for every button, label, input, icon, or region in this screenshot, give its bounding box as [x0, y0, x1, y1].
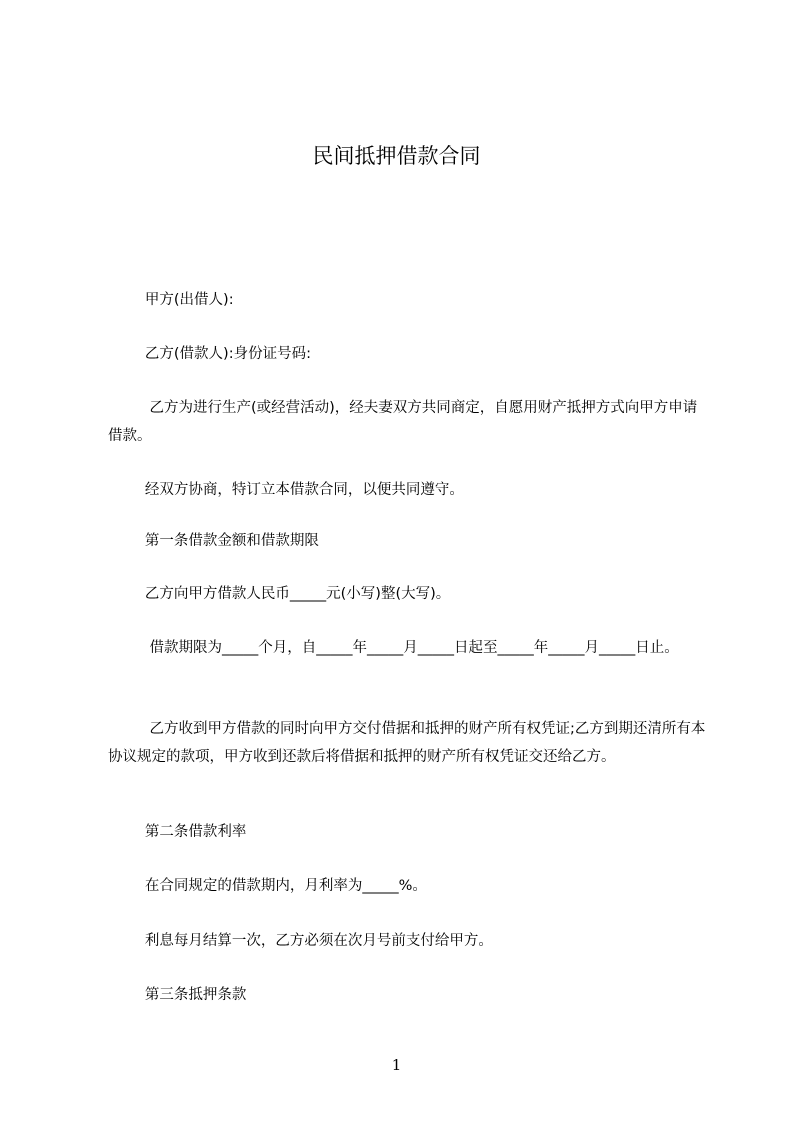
heading-article-3: 第三条抵押条款: [108, 987, 247, 1003]
paragraph-party-b: 乙方(借款人):身份证号码:: [108, 346, 311, 362]
paragraph-collateral-delivery: 乙方收到甲方借款的同时向甲方交付借据和抵押的财产所有权凭证;乙方到期还清所有本协议规定的款项，甲方收到还款后将借据和抵押的财产所有权凭证交还给乙方。: [108, 721, 706, 765]
paragraph-agreement: 经双方协商，特订立本借款合同，以便共同遵守。: [108, 482, 464, 498]
page-number: 1: [391, 1056, 402, 1074]
contract-title: 民间抵押借款合同: [312, 144, 481, 168]
heading-article-2: 第二条借款利率: [108, 824, 247, 840]
paragraph-interest-rate: 在合同规定的借款期内，月利率为_____%。: [108, 878, 427, 894]
paragraph-loan-term: 借款期限为_____个月，自_____年_____月_____日起至_____年_____月_____日止。: [108, 640, 679, 656]
paragraph-loan-amount: 乙方向甲方借款人民币_____元(小写)整(大写)。: [108, 586, 451, 602]
paragraph-party-a: 甲方(出借人):: [108, 292, 234, 308]
paragraph-interest-payment: 利息每月结算一次，乙方必须在次月号前支付给甲方。: [108, 933, 493, 949]
paragraph-purpose: 乙方为进行生产(或经营活动)，经夫妻双方共同商定，自愿用财产抵押方式向甲方申请借款。: [108, 400, 698, 444]
heading-article-1: 第一条借款金额和借款期限: [108, 533, 319, 549]
